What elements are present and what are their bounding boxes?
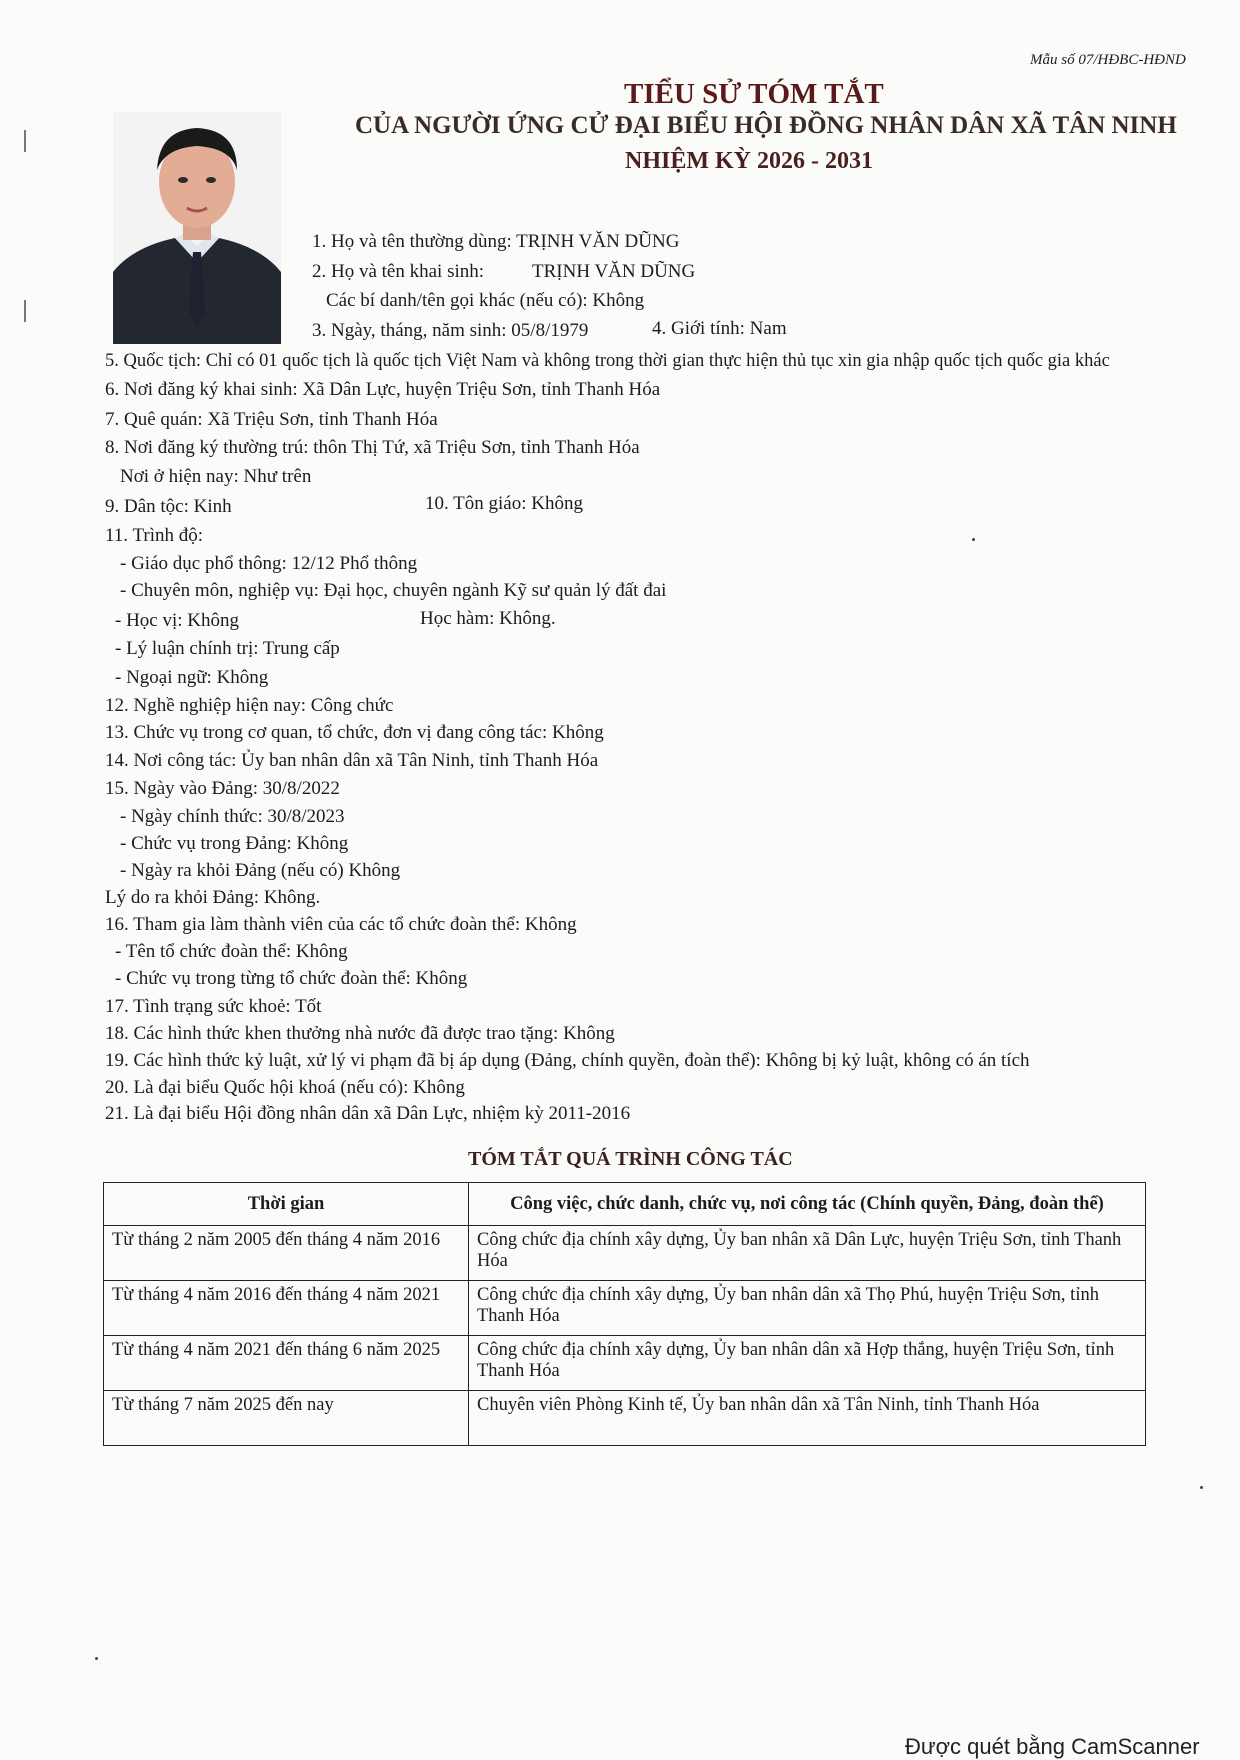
bio-line-15d: Lý do ra khỏi Đảng: Không.	[105, 887, 321, 908]
bio-line-18: 18. Các hình thức khen thưởng nhà nước đã được trao tặng: Không	[105, 1023, 615, 1044]
doc-title: TIỂU SỬ TÓM TẮT	[624, 78, 884, 110]
bio-line-3: 3. Ngày, tháng, năm sinh: 05/8/1979	[312, 320, 589, 341]
bio-line-2: 2. Họ và tên khai sinh:	[312, 261, 485, 282]
row-time: Từ tháng 7 năm 2025 đến nay	[104, 1391, 469, 1446]
doc-term: NHIỆM KỲ 2026 - 2031	[625, 148, 873, 174]
table-row	[104, 1391, 1146, 1446]
career-section-title: TÓM TẮT QUÁ TRÌNH CÔNG TÁC	[468, 1148, 793, 1170]
table-row	[104, 1336, 1146, 1391]
bio-line-15c: - Ngày ra khỏi Đảng (nếu có) Không	[120, 860, 401, 881]
bio-line-10: 10. Tôn giáo: Không	[425, 493, 583, 514]
row-position: Chuyên viên Phòng Kinh tế, Ủy ban nhân dân xã Tân Ninh, tỉnh Thanh Hóa	[469, 1391, 1146, 1446]
candidate-photo	[113, 112, 281, 344]
career-table-header	[104, 1183, 1146, 1226]
row-time: Từ tháng 2 năm 2005 đến tháng 4 năm 2016	[104, 1226, 469, 1281]
bio-line-2b: Các bí danh/tên gọi khác (nếu có): Không	[326, 290, 645, 311]
bio-line-12: 12. Nghề nghiệp hiện nay: Công chức	[105, 695, 394, 716]
bio-line-2-value: TRỊNH VĂN DŨNG	[532, 261, 696, 282]
table-row	[104, 1226, 1146, 1281]
scan-speck	[972, 538, 975, 541]
bio-line-11d: - Lý luận chính trị: Trung cấp	[115, 638, 340, 659]
column-header-time: Thời gian	[104, 1183, 469, 1226]
bio-line-21: 21. Là đại biểu Hội đồng nhân dân xã Dân Lực, nhiệm kỳ 2011-2016	[105, 1103, 631, 1124]
bio-line-6: 6. Nơi đăng ký khai sinh: Xã Dân Lực, huyện Triệu Sơn, tỉnh Thanh Hóa	[105, 379, 661, 400]
bio-line-11a: - Giáo dục phổ thông: 12/12 Phổ thông	[120, 553, 418, 574]
scan-edge-mark	[24, 130, 26, 152]
bio-line-20: 20. Là đại biểu Quốc hội khoá (nếu có): Không	[105, 1077, 465, 1098]
scan-speck	[95, 1657, 98, 1660]
bio-line-16: 16. Tham gia làm thành viên của các tổ chức đoàn thể: Không	[105, 914, 577, 935]
scan-edge-mark	[24, 300, 26, 322]
bio-line-9: 9. Dân tộc: Kinh	[105, 496, 232, 517]
bio-line-17: 17. Tình trạng sức khoẻ: Tốt	[105, 996, 322, 1017]
bio-line-11c: - Học vị: Không	[115, 610, 240, 631]
career-table	[103, 1182, 1146, 1446]
bio-line-13: 13. Chức vụ trong cơ quan, tổ chức, đơn vị đang công tác: Không	[105, 722, 604, 743]
column-header-position: Công việc, chức danh, chức vụ, nơi công tác (Chính quyền, Đảng, đoàn thể)	[469, 1183, 1146, 1226]
row-position: Công chức địa chính xây dựng, Ủy ban nhân dân xã Hợp thắng, huyện Triệu Sơn, tỉnh Thanh Hóa	[469, 1336, 1146, 1391]
bio-line-15b: - Chức vụ trong Đảng: Không	[120, 833, 349, 854]
scan-speck	[1200, 1486, 1203, 1489]
row-time: Từ tháng 4 năm 2016 đến tháng 4 năm 2021	[104, 1281, 469, 1336]
bio-line-7: 7. Quê quán: Xã Triệu Sơn, tỉnh Thanh Hóa	[105, 409, 438, 430]
bio-line-11c2: Học hàm: Không.	[420, 608, 556, 629]
bio-line-11b: - Chuyên môn, nghiệp vụ: Đại học, chuyên ngành Kỹ sư quản lý đất đai	[120, 580, 667, 601]
bio-line-11: 11. Trình độ:	[105, 525, 204, 546]
table-row	[104, 1281, 1146, 1336]
bio-line-5: 5. Quốc tịch: Chỉ có 01 quốc tịch là quốc tịch Việt Nam và không trong thời gian thực hiện thủ tục xin gia nhập quốc tịch quốc gia khác	[105, 351, 1110, 371]
bio-line-1: 1. Họ và tên thường dùng: TRỊNH VĂN DŨNG	[312, 231, 680, 252]
bio-line-16a: - Tên tổ chức đoàn thể: Không	[115, 941, 348, 962]
bio-line-15a: - Ngày chính thức: 30/8/2023	[120, 806, 345, 827]
doc-subtitle: CỦA NGƯỜI ỨNG CỬ ĐẠI BIỂU HỘI ĐỒNG NHÂN DÂN XÃ TÂN NINH	[355, 112, 1177, 139]
bio-line-16b: - Chức vụ trong từng tổ chức đoàn thể: Không	[115, 968, 468, 989]
bio-line-8: 8. Nơi đăng ký thường trú: thôn Thị Tứ, xã Triệu Sơn, tỉnh Thanh Hóa	[105, 437, 640, 458]
row-time: Từ tháng 4 năm 2021 đến tháng 6 năm 2025	[104, 1336, 469, 1391]
bio-line-8b: Nơi ở hiện nay: Như trên	[120, 466, 312, 487]
bio-line-11e: - Ngoại ngữ: Không	[115, 667, 269, 688]
row-position: Công chức địa chính xây dựng, Ủy ban nhân dân xã Thọ Phú, huyện Triệu Sơn, tỉnh Thanh Hóa	[469, 1281, 1146, 1336]
bio-line-14: 14. Nơi công tác: Ủy ban nhân dân xã Tân Ninh, tỉnh Thanh Hóa	[105, 750, 599, 771]
bio-line-15: 15. Ngày vào Đảng: 30/8/2022	[105, 778, 340, 799]
camscanner-watermark: Được quét bằng CamScanner	[905, 1734, 1200, 1759]
bio-line-4: 4. Giới tính: Nam	[652, 318, 787, 339]
form-code: Mẫu số 07/HĐBC-HĐND	[1030, 52, 1186, 68]
row-position: Công chức địa chính xây dựng, Ủy ban nhân xã Dân Lực, huyện Triệu Sơn, tỉnh Thanh Hóa	[469, 1226, 1146, 1281]
bio-line-19: 19. Các hình thức kỷ luật, xử lý vi phạm đã bị áp dụng (Đảng, chính quyền, đoàn thể): Không bị kỷ luật, không có án tích	[105, 1050, 1030, 1071]
